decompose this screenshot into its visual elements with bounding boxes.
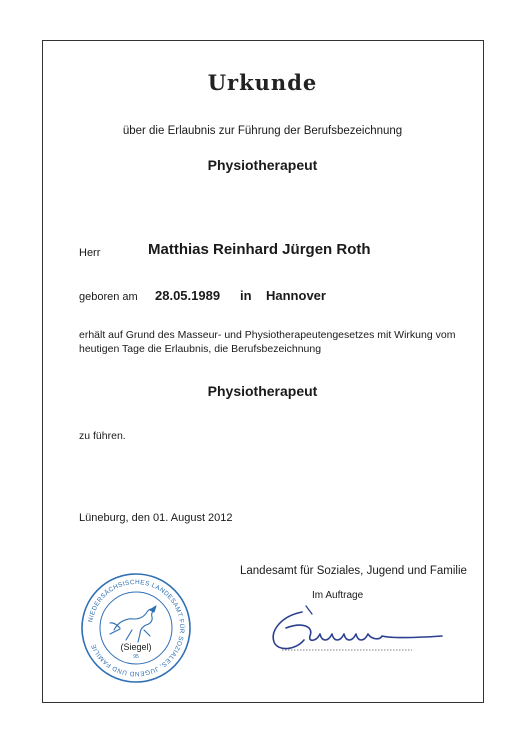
horse-emblem-icon bbox=[110, 606, 156, 642]
birth-date: 28.05.1989 bbox=[155, 288, 221, 303]
birth-in-label: in bbox=[240, 288, 252, 303]
document-title: Urkunde bbox=[207, 70, 318, 95]
on-behalf-label: Im Auftrage bbox=[312, 590, 364, 601]
birth-label: geboren am bbox=[79, 291, 138, 303]
birth-place: Hannover bbox=[266, 288, 326, 303]
signature-image bbox=[262, 602, 452, 662]
authorization-line-1: erhält auf Grund des Masseur- und Physiotherapeutengesetzes mit Wirkung vom bbox=[79, 329, 456, 341]
seal-ring-text: NIEDERSÄCHSISCHES LANDESAMT FÜR SOZIALES, JUGEND UND FAMILIE bbox=[87, 578, 186, 678]
seal-label: (Siegel) bbox=[120, 642, 152, 652]
place-and-date: Lüneburg, den 01. August 2012 bbox=[79, 512, 233, 524]
authorization-line-2: heutigen Tage die Erlaubnis, die Berufsbezeichnung bbox=[79, 343, 322, 355]
authorization-text bbox=[79, 328, 479, 356]
svg-text:NIEDERSÄCHSISCHES LANDESAMT FÜ bbox=[87, 579, 186, 677]
profession-title-repeat: Physiotherapeut bbox=[207, 383, 318, 399]
document-subtitle: über die Erlaubnis zur Führung der Berufsbezeichnung bbox=[122, 125, 403, 137]
issuing-authority: Landesamt für Soziales, Jugend und Familie bbox=[240, 565, 467, 577]
official-seal bbox=[80, 572, 192, 684]
closing-text: zu führen. bbox=[79, 430, 126, 442]
profession-title: Physiotherapeut bbox=[207, 157, 318, 173]
salutation: Herr bbox=[79, 247, 101, 259]
svg-text:95: 95 bbox=[133, 654, 139, 660]
holder-name: Matthias Reinhard Jürgen Roth bbox=[148, 241, 371, 258]
